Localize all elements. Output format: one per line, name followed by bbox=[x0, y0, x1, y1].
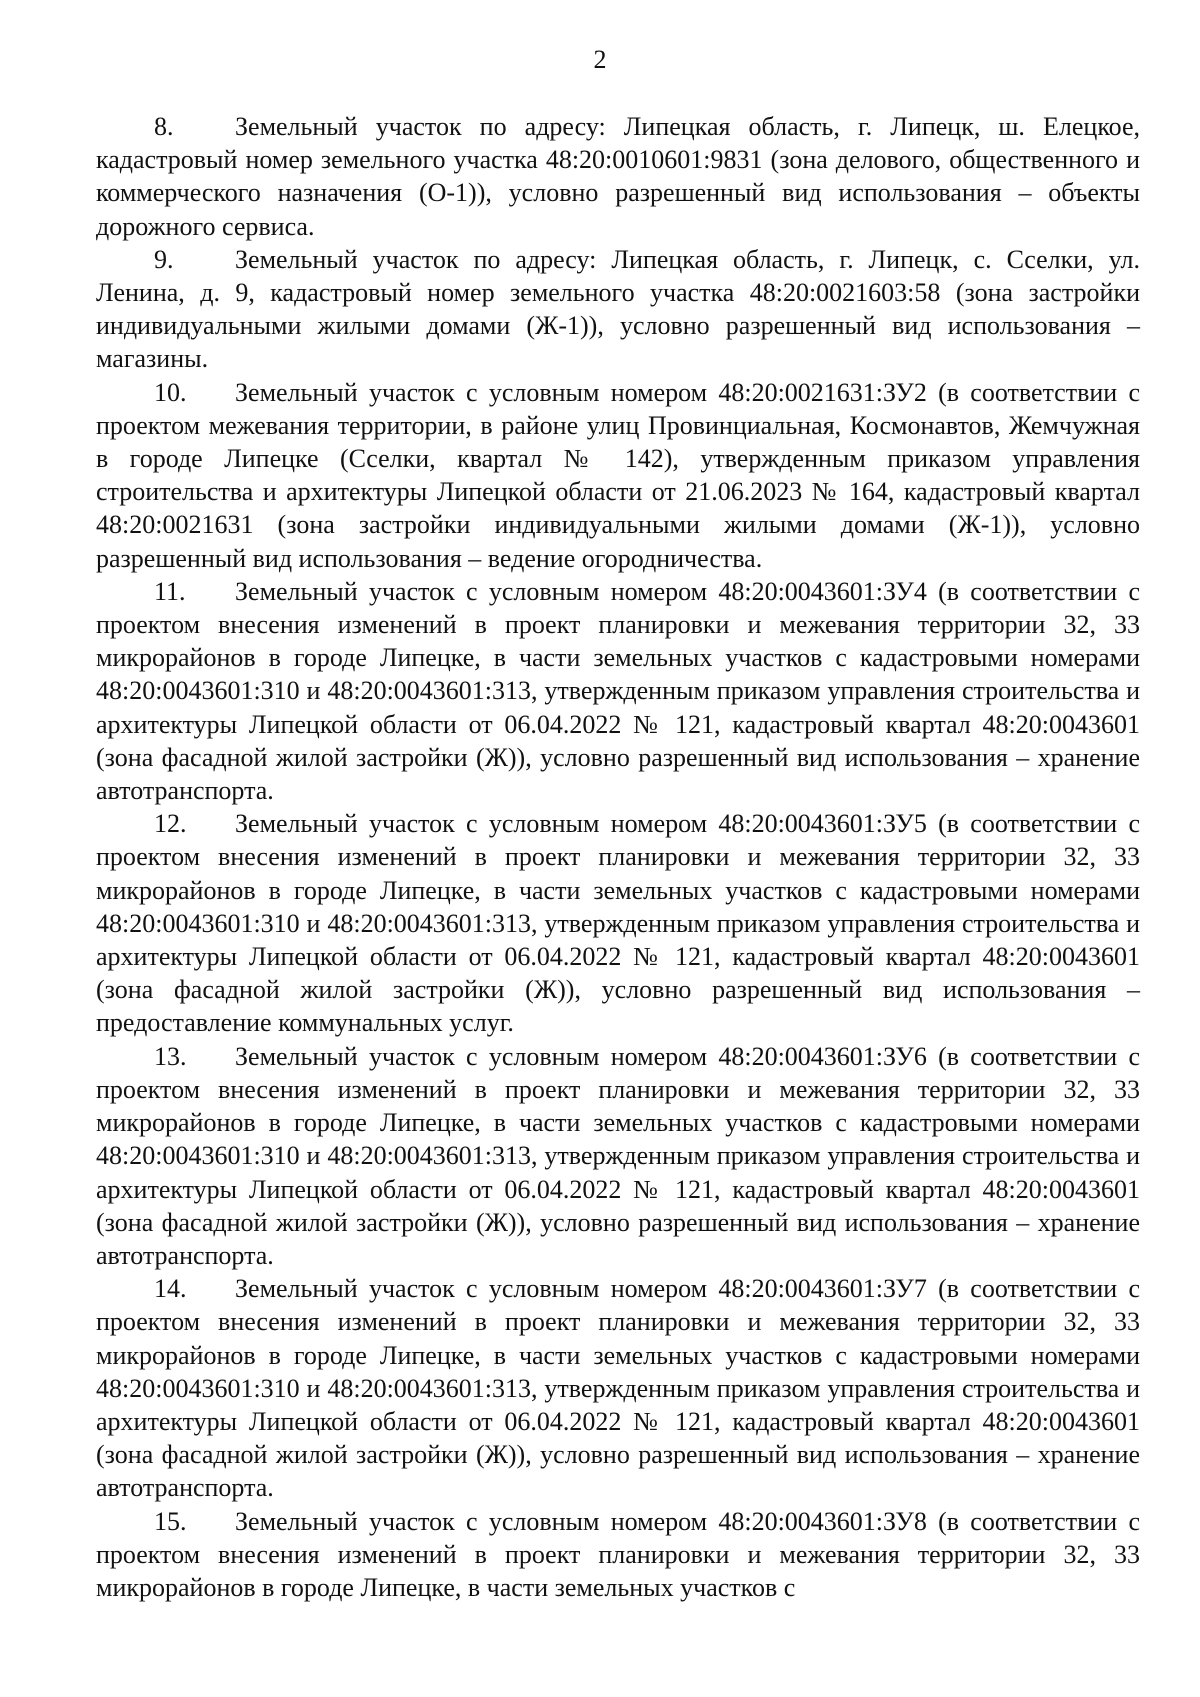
item-text: Земельный участок с условным номером 48:20:0021631:ЗУ2 (в соответствии с проектом межевания территории, в районе улиц Провинциальная, Космонавтов, Жемчужная в городе Липецке (Сселки, квартал № 142), утвержденным приказом управления строительства и архитектуры Липецкой области от 21.06.2023 № 164, кадастровый квартал 48:20:0021631 (зона застройки индивидуальными жилыми домами (Ж-1)), условно разрешенный вид использования – ведение огородничества. bbox=[96, 377, 1140, 573]
item-number: 12. bbox=[154, 809, 187, 839]
list-item-15 bbox=[96, 1505, 1140, 1605]
item-text: Земельный участок с условным номером 48:20:0043601:ЗУ5 (в соответствии с проектом внесения изменений в проект планировки и межевания территории 32, 33 микрорайонов в городе Липецке, в части земельных участков с кадастровыми номерами 48:20:0043601:310 и 48:20:0043601:313, утвержденным приказом управления строительства и архитектуры Липецкой области от 06.04.2022 № 121, кадастровый квартал 48:20:0043601 (зона фасадной жилой застройки (Ж)), условно разрешенный вид использования – предоставление коммунальных услуг. bbox=[96, 809, 1140, 1038]
item-text: Земельный участок по адресу: Липецкая область, г. Липецк, ш. Елецкое, кадастровый номер земельного участка 48:20:0010601:9831 (зона делового, общественного и коммерческого назначения (О-1)), условно разрешенный вид использования – объекты дорожного сервиса. bbox=[96, 112, 1140, 241]
list-item-8 bbox=[96, 110, 1140, 243]
item-text: Земельный участок с условным номером 48:20:0043601:ЗУ8 (в соответствии с проектом внесения изменений в проект планировки и межевания территории 32, 33 микрорайонов в городе Липецке, в части земельных участков с bbox=[96, 1506, 1140, 1602]
list-item-12 bbox=[96, 807, 1140, 1039]
item-number: 9. bbox=[154, 244, 174, 274]
list-item-9 bbox=[96, 243, 1140, 376]
item-text: Земельный участок с условным номером 48:20:0043601:ЗУ6 (в соответствии с проектом внесения изменений в проект планировки и межевания территории 32, 33 микрорайонов в городе Липецке, в части земельных участков с кадастровыми номерами 48:20:0043601:310 и 48:20:0043601:313, утвержденным приказом управления строительства и архитектуры Липецкой области от 06.04.2022 № 121, кадастровый квартал 48:20:0043601 (зона фасадной жилой застройки (Ж)), условно разрешенный вид использования – хранение автотранспорта. bbox=[96, 1041, 1140, 1270]
list-item-10 bbox=[96, 376, 1140, 575]
list-item-14 bbox=[96, 1272, 1140, 1504]
item-number: 14. bbox=[154, 1274, 187, 1304]
item-number: 15. bbox=[154, 1506, 187, 1536]
item-number: 11. bbox=[154, 576, 186, 606]
list-item-11 bbox=[96, 575, 1140, 807]
item-text: Земельный участок по адресу: Липецкая область, г. Липецк, с. Сселки, ул. Ленина, д. 9, кадастровый номер земельного участка 48:20:0021603:58 (зона застройки индивидуальными жилыми домами (Ж-1)), условно разрешенный вид использования – магазины. bbox=[96, 244, 1140, 374]
list-item-13 bbox=[96, 1040, 1140, 1272]
item-text: Земельный участок с условным номером 48:20:0043601:ЗУ4 (в соответствии с проектом внесения изменений в проект планировки и межевания территории 32, 33 микрорайонов в городе Липецке, в части земельных участков с кадастровыми номерами 48:20:0043601:310 и 48:20:0043601:313, утвержденным приказом управления строительства и архитектуры Липецкой области от 06.04.2022 № 121, кадастровый квартал 48:20:0043601 (зона фасадной жилой застройки (Ж)), условно разрешенный вид использования – хранение автотранспорта. bbox=[96, 576, 1140, 806]
item-number: 10. bbox=[154, 377, 187, 407]
item-number: 13. bbox=[154, 1041, 187, 1071]
item-text: Земельный участок с условным номером 48:20:0043601:ЗУ7 (в соответствии с проектом внесения изменений в проект планировки и межевания территории 32, 33 микрорайонов в городе Липецке, в части земельных участков с кадастровыми номерами 48:20:0043601:310 и 48:20:0043601:313, утвержденным приказом управления строительства и архитектуры Липецкой области от 06.04.2022 № 121, кадастровый квартал 48:20:0043601 (зона фасадной жилой застройки (Ж)), условно разрешенный вид использования – хранение автотранспорта. bbox=[96, 1274, 1140, 1503]
item-number: 8. bbox=[154, 112, 174, 141]
page-number: 2 bbox=[593, 45, 607, 74]
document-body bbox=[96, 110, 1140, 1604]
